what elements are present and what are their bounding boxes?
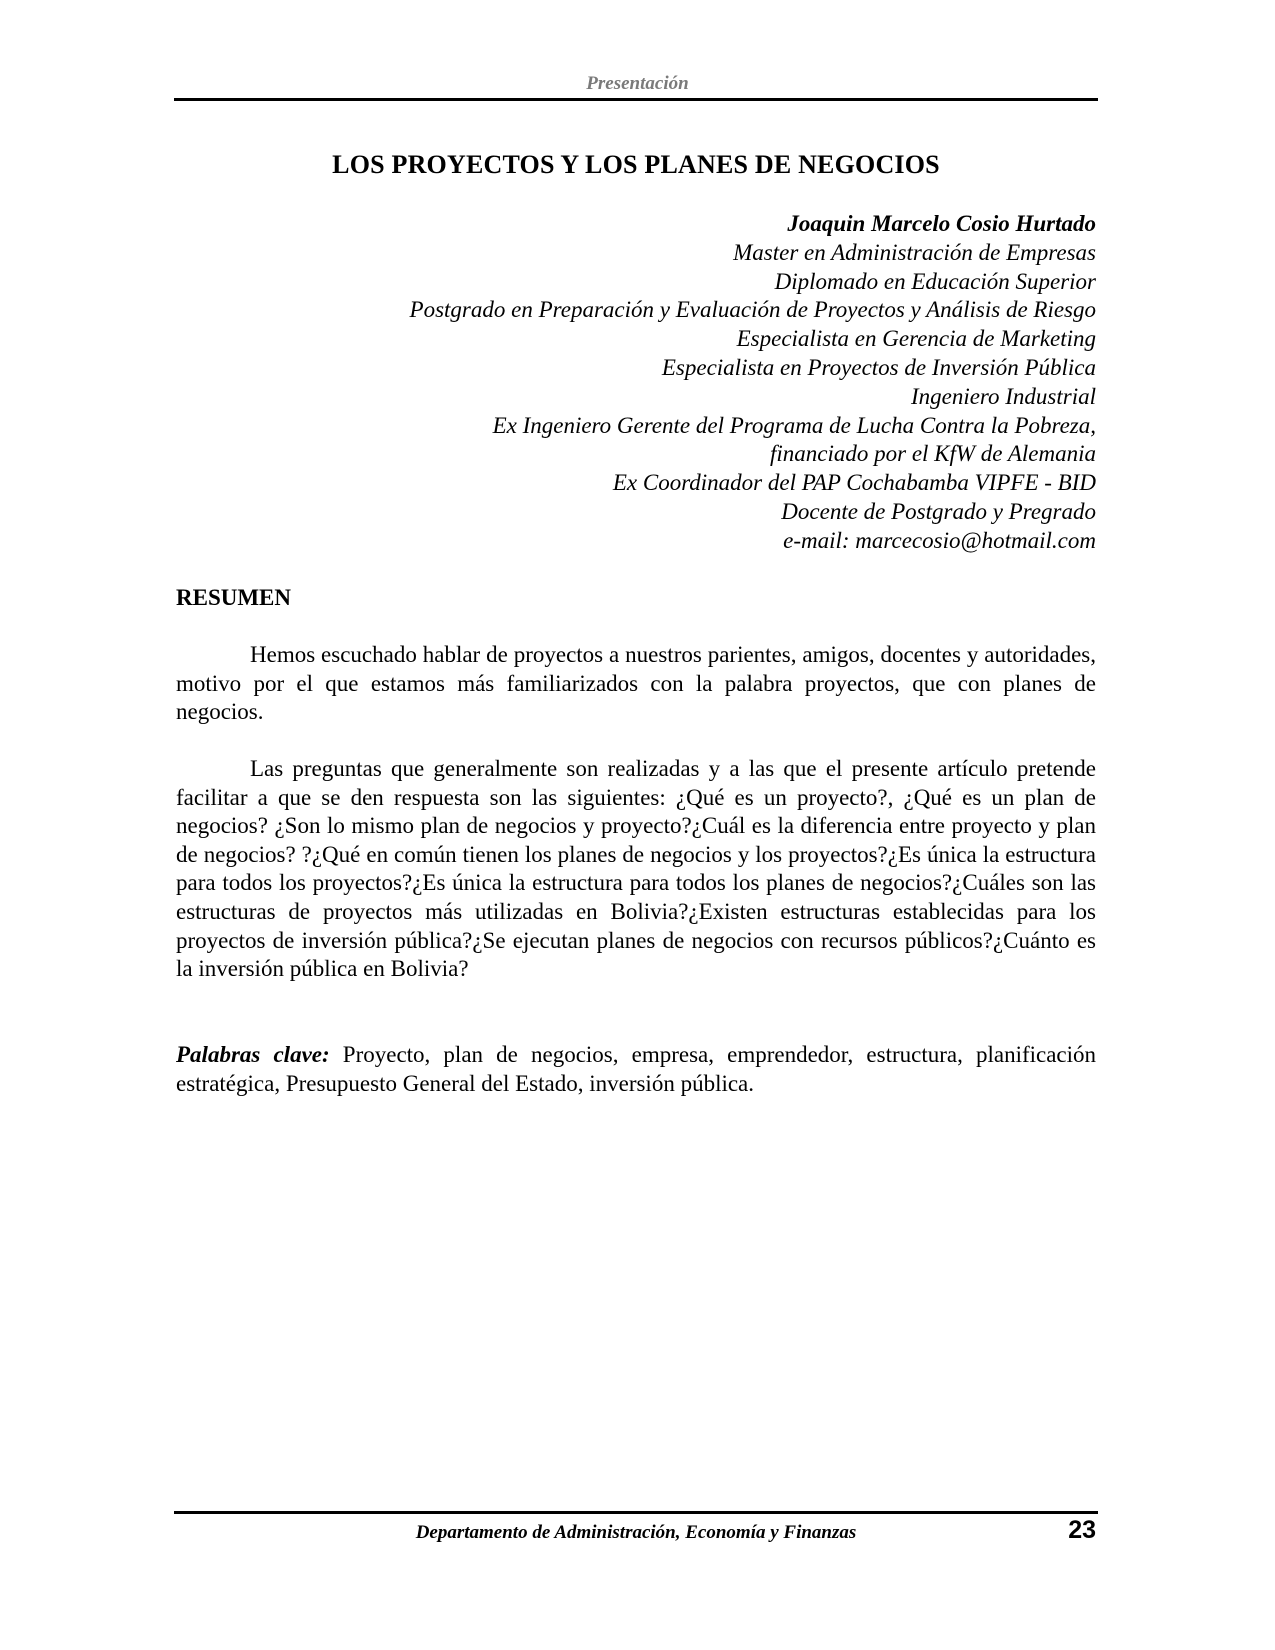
summary-paragraph: Las preguntas que generalmente son realizadas y a las que el presente artículo pretende facilitar a que se den respuesta son las siguientes: ¿Qué es un proyecto?, ¿Qué es un plan de negocios? ¿Son lo mismo plan de negocios y proyecto?¿Cuál es la diferencia entre proyecto y plan de negocios? ?¿Qué en común tienen los planes de negocios y los proyectos?¿Es única la estructura para todos los proyectos?¿Es única la estructura para todos los planes de negocios?¿Cuáles son las estructuras de proyectos más utilizadas en Bolivia?¿Existen estructuras establecidas para los proyectos de inversión pública?¿Se ejecutan planes de negocios con recursos públicos?¿Cuánto es la inversión pública en Bolivia? <box>176 756 1096 982</box>
author-credential: Ex Coordinador del PAP Cochabamba VIPFE - BID <box>612 470 1096 496</box>
footer-department: Departamento de Administración, Economía y Finanzas <box>415 1522 857 1543</box>
author-email: e-mail: marcecosio@hotmail.com <box>783 527 1096 553</box>
author-byline <box>300 210 1096 556</box>
author-credential: Ex Ingeniero Gerente del Programa de Lucha Contra la Pobreza, <box>492 412 1096 438</box>
author-name: Joaquin Marcelo Cosio Hurtado <box>787 211 1096 236</box>
header-rule <box>174 98 1098 101</box>
author-credential: Docente de Postgrado y Pregrado <box>781 498 1096 524</box>
author-credential: Especialista en Gerencia de Marketing <box>736 326 1096 352</box>
footer-rule <box>174 1511 1098 1514</box>
author-credential: Especialista en Proyectos de Inversión Pública <box>661 354 1096 380</box>
article-title: LOS PROYECTOS Y LOS PLANES DE NEGOCIOS <box>332 150 940 179</box>
summary-heading: RESUMEN <box>176 585 292 610</box>
keywords-paragraph <box>176 1041 1096 1098</box>
keywords-text: Proyecto, plan de negocios, empresa, emprendedor, estructura, planificación estratégica, Presupuesto General del Estado, inversión pública. <box>176 1042 1097 1096</box>
author-credential: Diplomado en Educación Superior <box>774 268 1096 294</box>
running-head: Presentación <box>586 73 689 94</box>
author-credential: Master en Administración de Empresas <box>733 239 1096 265</box>
keywords-label: Palabras clave: <box>176 1042 330 1067</box>
author-credential: Postgrado en Preparación y Evaluación de Proyectos y Análisis de Riesgo <box>409 297 1096 323</box>
author-credential: financiado por el KfW de Alemania <box>769 441 1096 467</box>
summary-paragraph: Hemos escuchado hablar de proyectos a nuestros parientes, amigos, docentes y autoridades, motivo por el que estamos más familiarizados con la palabra proyectos, que con planes de negocios. <box>176 642 1096 725</box>
page-number: 23 <box>1068 1516 1096 1544</box>
author-credential: Ingeniero Industrial <box>910 383 1096 409</box>
